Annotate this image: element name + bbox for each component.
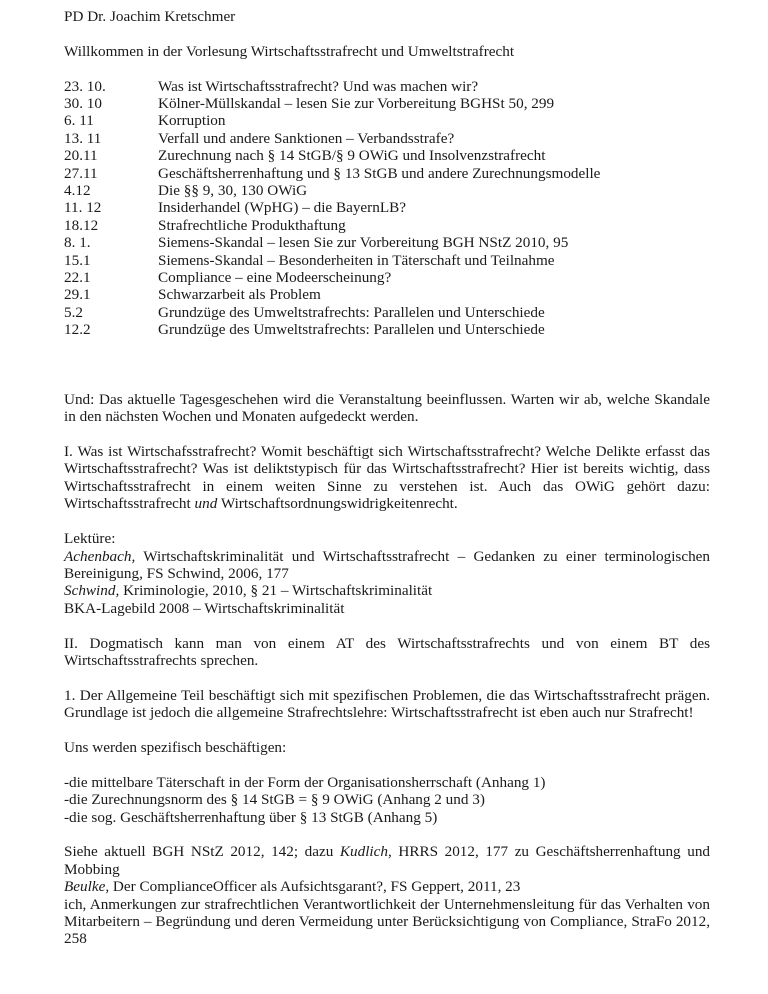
schedule-row <box>64 112 710 129</box>
schedule-date: 11. 12 <box>64 199 102 217</box>
reading-title: BKA-Lagebild 2008 – Wirtschaftskriminalität <box>64 599 345 617</box>
reading-title: Wirtschaftskriminalität und Wirtschaftsstrafrecht – Gedanken zu einer terminologischen Bereinigung, FS Schwind, 2006, 177 <box>64 547 710 582</box>
schedule-row <box>64 130 710 147</box>
schedule-date: 30. 10 <box>64 95 102 112</box>
reading-item <box>64 548 710 583</box>
schedule-topic: Zurechnung nach § 14 StGB/§ 9 OWiG und Insolvenzstrafrecht <box>158 147 546 165</box>
reference-text: , Der ComplianceOfficer als Aufsichtsgarant?, FS Geppert, 2011, 23 <box>105 878 521 896</box>
schedule-date: 12.2 <box>64 321 91 339</box>
schedule-row <box>64 182 710 199</box>
reading-heading: Lektüre: <box>64 530 116 548</box>
reading-title: Kriminologie, 2010, § 21 – Wirtschaftskriminalität <box>119 582 433 600</box>
schedule-row <box>64 165 710 182</box>
schedule-list <box>64 78 710 339</box>
schedule-topic: Geschäftsherrenhaftung und § 13 StGB und andere Zurechnungsmodelle <box>158 164 601 182</box>
schedule-date: 5.2 <box>64 303 83 321</box>
section-1-text: I. Was ist Wirtschafsstrafrecht? Womit beschäftigt sich Wirtschaftsstrafrecht? Welche Delikte erfasst das Wirtschaftsstrafrecht? Was ist deliktstypisch für das Wirtschaftsstrafrecht? Hier ist bereits wichtig, dass Wirtschaftsstrafrecht in einem weiten Sinne zu verstehen ist. Auch das OWiG gehört dazu: Wirtschaftsstrafrecht <box>64 443 710 513</box>
section-1-emphasis: und <box>194 495 218 513</box>
schedule-row <box>64 286 710 303</box>
schedule-row <box>64 269 710 286</box>
reference-text: Siehe aktuell BGH NStZ 2012, 142; dazu <box>64 843 340 861</box>
schedule-date: 13. 11 <box>64 129 102 147</box>
schedule-row <box>64 78 710 95</box>
schedule-date: 22.1 <box>64 269 91 287</box>
reference-author: Beulke <box>64 878 106 896</box>
reference-text: , HRRS 2012, 177 zu Geschäftsherrenhaftung und Mobbing <box>64 843 711 878</box>
schedule-topic: Schwarzarbeit als Problem <box>158 286 321 304</box>
schedule-topic: Strafrechtliche Produkthaftung <box>158 216 346 234</box>
reference-3: ich, Anmerkungen zur strafrechtlichen Verantwortlichkeit der Unternehmensleitung für das Verhalten von Mitarbeitern – Begründung und deren Vermeidung unter Berücksichtigung von Compliance, StraFo 2012, 258 <box>64 895 710 948</box>
section-1-text-end: Wirtschaftsordnungswidrigkeitenrecht. <box>217 495 458 513</box>
schedule-date: 23. 10. <box>64 77 106 95</box>
reference-author: Kudlich <box>339 843 388 861</box>
specific-item: -die mittelbare Täterschaft in der Form der Organisationsherrschaft (Anhang 1) <box>64 773 546 791</box>
reading-author: Achenbach, <box>64 547 136 565</box>
schedule-date: 15.1 <box>64 251 91 269</box>
schedule-date: 27.11 <box>64 164 98 182</box>
schedule-date: 20.11 <box>64 147 98 165</box>
section-2-1-paragraph: 1. Der Allgemeine Teil beschäftigt sich mit spezifischen Problemen, die das Wirtschaftsstrafrecht prägen. Grundlage ist jedoch die allgemeine Strafrechtslehre: Wirtschaftsstrafrecht ist eben auch nur Strafrecht! <box>64 686 710 722</box>
section-1-paragraph <box>64 443 710 513</box>
schedule-row <box>64 321 710 338</box>
schedule-topic: Siemens-Skandal – lesen Sie zur Vorbereitung BGH NStZ 2010, 95 <box>158 234 569 252</box>
schedule-row <box>64 95 710 112</box>
schedule-topic: Insiderhandel (WpHG) – die BayernLB? <box>158 199 406 217</box>
schedule-row <box>64 147 710 164</box>
welcome-heading: Willkommen in der Vorlesung Wirtschaftsstrafrecht und Umweltstrafrecht <box>64 42 515 60</box>
schedule-date: 18.12 <box>64 216 99 234</box>
schedule-date: 4.12 <box>64 182 91 200</box>
specific-heading: Uns werden spezifisch beschäftigen: <box>64 738 287 756</box>
schedule-topic: Siemens-Skandal – Besonderheiten in Täterschaft und Teilnahme <box>158 251 555 269</box>
schedule-row <box>64 252 710 269</box>
schedule-topic: Kölner-Müllskandal – lesen Sie zur Vorbereitung BGHSt 50, 299 <box>158 95 555 112</box>
schedule-date: 8. 1. <box>64 234 91 252</box>
author-line: PD Dr. Joachim Kretschmer <box>64 8 236 25</box>
reading-item <box>64 582 710 599</box>
schedule-row <box>64 217 710 234</box>
schedule-topic: Was ist Wirtschaftsstrafrecht? Und was machen wir? <box>158 77 479 95</box>
schedule-topic: Korruption <box>158 112 226 130</box>
reading-item <box>64 600 710 617</box>
schedule-topic: Verfall und andere Sanktionen – Verbandsstrafe? <box>158 129 455 147</box>
schedule-row <box>64 199 710 216</box>
schedule-date: 29.1 <box>64 286 91 304</box>
intro-paragraph: Und: Das aktuelle Tagesgeschehen wird die Veranstaltung beeinflussen. Warten wir ab, welche Skandale in den nächsten Wochen und Monaten aufgedeckt werden. <box>64 390 710 426</box>
schedule-row <box>64 234 710 251</box>
schedule-row <box>64 304 710 321</box>
schedule-topic: Die §§ 9, 30, 130 OWiG <box>158 182 308 200</box>
specific-item: -die Zurechnungsnorm des § 14 StGB = § 9 OWiG (Anhang 2 und 3) <box>64 791 485 809</box>
specific-item: -die sog. Geschäftsherrenhaftung über § 13 StGB (Anhang 5) <box>64 808 438 826</box>
section-2-paragraph: II. Dogmatisch kann man von einem AT des Wirtschaftsstrafrechts und von einem BT des Wirtschaftsstrafrechts sprechen. <box>64 634 710 669</box>
schedule-date: 6. 11 <box>64 112 94 130</box>
reference-1 <box>64 843 710 878</box>
schedule-topic: Compliance – eine Modeerscheinung? <box>158 269 392 287</box>
reference-2 <box>64 878 710 895</box>
schedule-topic: Grundzüge des Umweltstrafrechts: Parallelen und Unterschiede <box>158 321 545 339</box>
schedule-topic: Grundzüge des Umweltstrafrechts: Parallelen und Unterschiede <box>158 303 545 321</box>
reading-author: Schwind, <box>64 582 120 600</box>
